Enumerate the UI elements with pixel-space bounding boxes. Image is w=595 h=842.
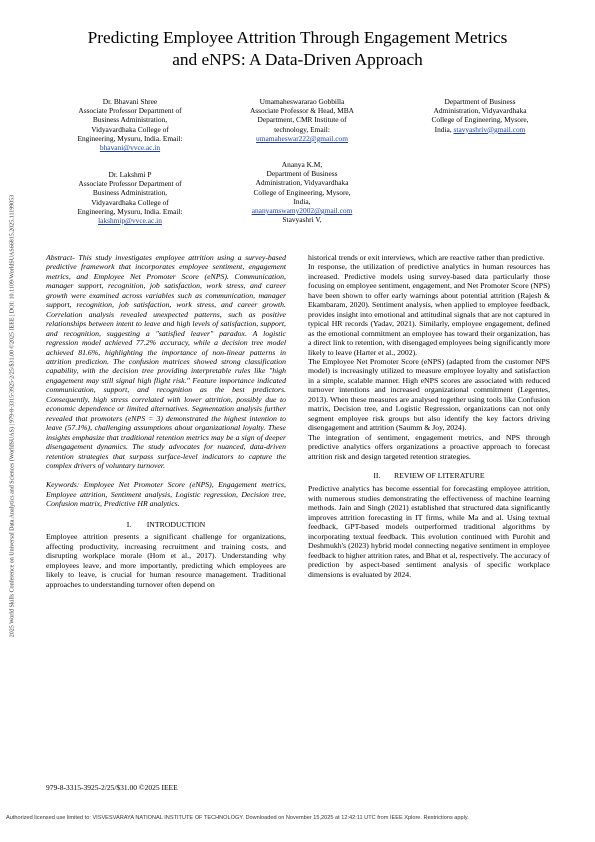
author-affiliation: India, (434, 124, 452, 134)
section-heading-introduction: I. INTRODUCTION (126, 519, 206, 529)
license-footer: Authorized licensed use limited to: VISVESVARAYA NATIONAL INSTITUTE OF TECHNOLOGY. Downloaded on November 15,2025 at 12:42:11 UTC from IEEE Xplore. Restrictions apply. (6, 815, 469, 821)
author-affiliation: Administration, Vidyavardhaka (255, 178, 349, 188)
author-email-link[interactable]: stavyashriv@gmail.com (453, 124, 526, 134)
author-name: Stavyashri V, (282, 215, 322, 225)
author-affiliation: Vidyavardhaka College of (91, 124, 169, 134)
keywords-text: Keywords: Employee Net Promoter Score (eNPS), Engagement metrics, Employee attrition, Sentiment analysis, Logistic regression, Decision tree, Confusion matrix, Predictive HR analytics. (46, 480, 286, 509)
abstract-text: Abstract- This study investigates employee attrition using a survey-based predictive framework that incorporates employee sentiment, engagement metrics, and Employee Net Promoter Score (eNPS). Communication, manager support, recognition, job satisfaction, work stress, and career growth were examined across variables such as communication, manager support, recognition, job satisfaction, work stress, and career growth. Correlation analysis revealed unexpected patterns, such as positive relationships between intent to leave and high levels of satisfaction, support, and recognition, suggesting a "satisfied leaver" paradox. A logistic regression model achieved 77.2% accuracy, while a decision tree model achieved 81.6%, highlighting the importance of non-linear patterns in attrition prediction. The confusion matrices showed strong classification capability, with the decision tree providing interpretable rules like "high engagement may still signal high flight risk." Feature importance indicated communication, support, and recognition as the best predictors. Consequently, high stress correlated with lower attrition, possibly due to economic dependence or limited alternatives. Segmentation analysis further revealed that promoters (eNPS = 3) demonstrated the highest intention to leave (57.1%), challenging assumptions about organizational loyalty. These insights emphasize that traditional retention metrics may be a sign of deeper disengagement dynamics. The study advocates for nuanced, data-driven retention strategies that surpass surface-level indicators to capture the complex drivers of voluntary turnover. (46, 253, 286, 470)
author-email-link[interactable]: umamaheswar222@gmail.com (256, 133, 348, 143)
author-block-1 (50, 97, 210, 152)
author-name: Umamaheswararao Gobbilla (259, 97, 345, 106)
section-heading-literature: II. REVIEW OF LITERATURE (373, 470, 485, 480)
author-affiliation: Business Administration, (92, 115, 168, 125)
author-affiliation: College of Engineering, Mysore, (253, 187, 351, 197)
author-affiliation: Vidyavardhaka College of (91, 197, 169, 207)
author-affiliation: Associate Professor Department of (78, 179, 182, 189)
title-line-1: Predicting Employee Attrition Through Engagement Metrics (87, 28, 508, 47)
literature-text: Predictive analytics has become essential for forecasting employee attrition, with numerous studies demonstrating the effectiveness of machine learning methods. Jain and Singh (2021) established that structured data significantly improves attrition forecasting in IT firms, while Ma and al. Using textual feedback, GPT-based models outperformed traditional algorithms by incorporating textual feedback. This evolution continued with Purohit and Deshmukh's (2023) hybrid model connecting negative sentiment in employee feedback to higher attrition rates, and Bhat et al, respectively. The accuracy of prediction by aspect-based sentiment analysis of specific workplace dimensions is evaluated by 2024. (308, 484, 550, 579)
right-paragraph-3: The Employee Net Promoter Score (eNPS) (adapted from the customer NPS model) is increasingly utilized to measure employee loyalty and satisfaction in a simple, scalable manner. High eNPS scores are associated with reduced turnover intentions and increased organizational commitment (Legentes, 2013). When these measures are analysed together using tools like Confusion matrix, Decision tree, and Logistic Regression, organizations can not only segment employee risk groups but also identify the key factors driving disengagement and attrition (Saumm & Joy, 2024). (308, 356, 550, 433)
author-name: Dr. Bhavani Shree (102, 97, 158, 106)
author-affiliation: Business Administration, (92, 188, 168, 198)
author-email-link[interactable]: lakshmip@vvce.ac.in (98, 216, 162, 226)
isbn-footer: 979-8-3315-3925-2/25/$31.00 ©2025 IEEE (46, 783, 178, 792)
author-affiliation: College of Engineering, Mysore, (431, 115, 529, 125)
title-line-2: and eNPS: A Data-Driven Approach (172, 50, 423, 69)
introduction-text: Employee attrition presents a significant challenge for organizations, affecting productivity, increasing recruitment and training costs, and disrupting workplace morale (Hom et al., 2017). Understanding why employees leave, and more importantly, predicting which employees are likely to leave, is crucial for human resource management. Traditional approaches to understanding turnover often depend on (46, 532, 286, 589)
author-affiliation: India, (293, 196, 311, 206)
author-affiliation: Department of Business (266, 169, 338, 179)
author-affiliation: technology, Email: (274, 124, 330, 134)
conference-sidebar: 2025 World Skills Conference on Universal Data Analytics and Sciences (WorldSUAS) | 979-8-3315-3925-2/25/$31.00 ©2025 IEEE | DOI: 10.1109/WorldSUAS66815.2025.11199053 (9, 194, 16, 638)
author-affiliation: Associate Professor & Head, MBA (249, 106, 355, 116)
author-block-2 (222, 97, 382, 143)
author-affiliation: Engineering, Mysuru, India. Email: (77, 206, 183, 216)
author-name: Dr. Lakshmi P (108, 170, 152, 179)
author-name: Ananya K.M, (281, 160, 323, 169)
author-block-4 (50, 170, 210, 225)
author-affiliation: Associate Professor Department of (78, 106, 182, 116)
author-affiliation: Engineering, Mysuru, India. Email: (77, 133, 183, 143)
author-block-5 (222, 160, 382, 224)
abstract-section (46, 253, 286, 470)
author-email-link[interactable]: ananyamswamy2002@gmail.com (251, 206, 353, 216)
author-affiliation: Department of Business (444, 97, 516, 106)
left-column (46, 253, 286, 589)
author-block-3 (405, 97, 555, 134)
right-paragraph-4: The integration of sentiment, engagement metrics, and NPS through predictive analytics offers organizations a proactive approach to forecast attrition risk and design targeted retention strategies. (308, 432, 550, 461)
author-affiliation-email-line (405, 125, 555, 134)
right-paragraph-2: In response, the utilization of predictive analytics in human resources has increased. Predictive models using survey-based data particularly those focusing on employee sentiment, engagement, and Net Promoter Score (NPS) have been shown to offer early warnings about potential attrition (Rajesh & Ekambaram, 2020). Sentiment analysis, when applied to employee feedback, provides insight into emotional and attitudinal signals that are not captured in typical HR records (Yadav, 2021). Similarly, employee engagement, defined as the emotional commitment an employee has toward their organization, has a direct link to retention, with disengaged employees being significantly more likely to leave (Harter et al., 2002). (308, 262, 550, 357)
paper-title (40, 27, 555, 71)
right-paragraph-1: historical trends or exit interviews, which are reactive rather than predictive. (308, 253, 545, 262)
author-affiliation: Administration, Vidyavardhaka (433, 106, 527, 116)
author-email-link[interactable]: bhavani@vvce.ac.in (99, 143, 161, 153)
author-affiliation: Department, CMR Institute of (257, 115, 347, 125)
right-column (308, 253, 550, 579)
